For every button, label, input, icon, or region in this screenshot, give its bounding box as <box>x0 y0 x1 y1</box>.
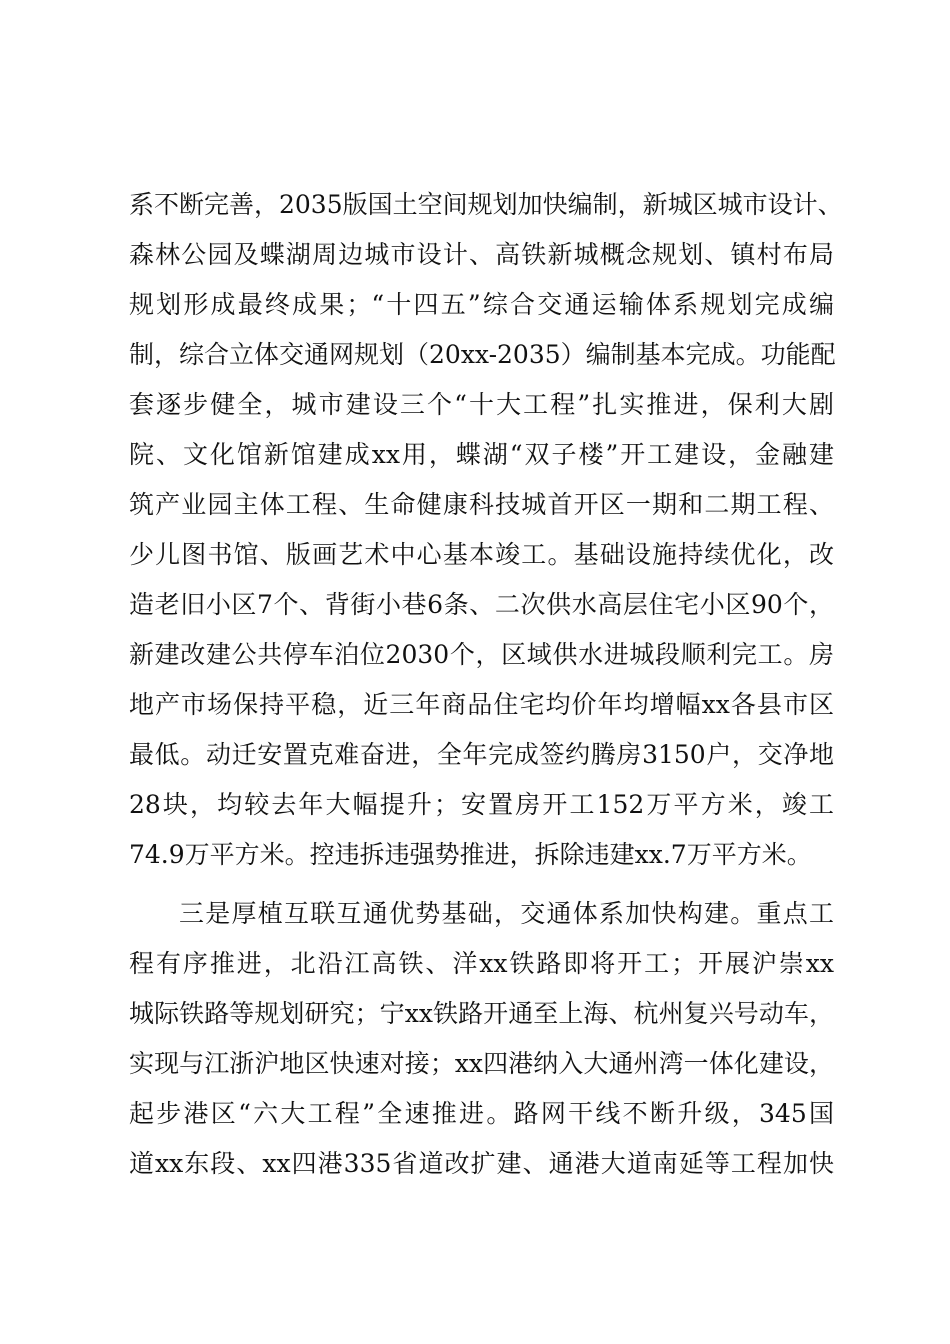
text-line: 系不断完善，2035版国土空间规划加快编制，新城区城市设计、 <box>129 190 843 219</box>
text-line: 城际铁路等规划研究；宁xx铁路开通至上海、杭州复兴号动车， <box>129 999 834 1028</box>
text-line: 道xx东段、xx四港335省道改扩建、通港大道南延等工程加快 <box>129 1149 834 1178</box>
text-line: 地产市场保持平稳，近三年商品住宅均价年均增幅xx各县市区 <box>129 690 834 719</box>
paragraph-spacer <box>129 880 834 889</box>
text-line: 实现与江浙沪地区快速对接；xx四港纳入大通州湾一体化建设， <box>129 1049 834 1078</box>
text-line: 森林公园及蝶湖周边城市设计、高铁新城概念规划、镇村布局 <box>129 240 834 269</box>
text-line: 制，综合立体交通网规划（20xx-2035）编制基本完成。功能配 <box>129 340 836 369</box>
text-line: 规划形成最终成果；“十四五”综合交通运输体系规划完成编 <box>129 290 834 319</box>
paragraph-1 <box>129 180 843 880</box>
document-body <box>129 180 843 1189</box>
text-line: 筑产业园主体工程、生命健康科技城首开区一期和二期工程、 <box>129 490 834 519</box>
text-line: 造老旧小区7个、背街小巷6条、二次供水高层住宅小区90个， <box>129 590 834 619</box>
text-line: 起步港区“六大工程”全速推进。路网干线不断升级，345国 <box>129 1099 834 1128</box>
text-line: 最低。动迁安置克难奋进，全年完成签约腾房3150户，交净地 <box>129 740 834 769</box>
text-line: 套逐步健全，城市建设三个“十大工程”扎实推进，保利大剧 <box>129 390 834 419</box>
paragraph-2 <box>129 889 834 1189</box>
text-line: 74.9万平方米。控违拆违强势推进，拆除违建xx.7万平方米。 <box>129 840 812 869</box>
text-line: 三是厚植互联互通优势基础，交通体系加快构建。重点工 <box>179 899 834 928</box>
text-line: 28块，均较去年大幅提升；安置房开工152万平方米，竣工 <box>129 790 834 819</box>
text-line: 新建改建公共停车泊位2030个，区域供水进城段顺利完工。房 <box>129 640 834 669</box>
text-line: 院、文化馆新馆建成xx用，蝶湖“双子楼”开工建设，金融建 <box>129 440 834 469</box>
text-line: 程有序推进，北沿江高铁、洋xx铁路即将开工；开展沪崇xx <box>129 949 834 978</box>
text-line: 少儿图书馆、版画艺术中心基本竣工。基础设施持续优化，改 <box>129 540 834 569</box>
